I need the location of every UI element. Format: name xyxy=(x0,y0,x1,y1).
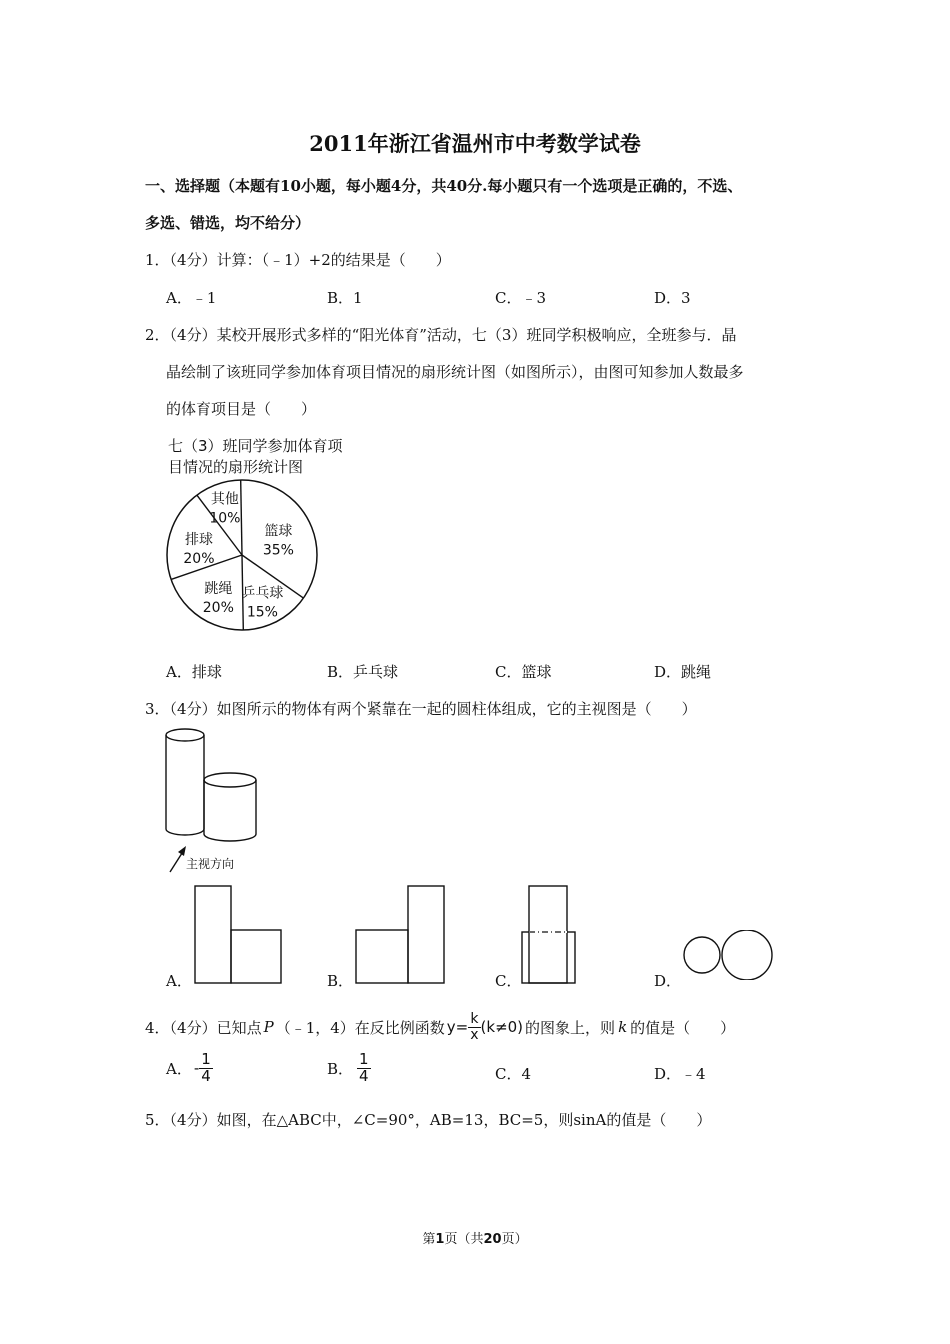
footer-post: 页） xyxy=(501,1232,528,1247)
pie-percent-1: 35% xyxy=(262,542,294,559)
pie-percent-2: 15% xyxy=(246,604,278,621)
q4-stem-end: 的值是（ ） xyxy=(630,1018,736,1037)
question-3-stem: 3．（4分）如图所示的物体有两个紧靠在一起的圆柱体组成，它的主视图是（ ） xyxy=(145,700,697,718)
q4-option-b-numerator: 1 xyxy=(359,1050,369,1068)
q3-option-c: C． xyxy=(495,972,522,990)
footer-pre: 第 xyxy=(422,1232,436,1247)
question-5-stem: 5．（4分）如图，在△ABC中，∠C=90°，AB=13，BC=5，则sinA的值是（ ） xyxy=(145,1111,712,1129)
page-footer xyxy=(0,1228,950,1247)
pie-percent-3: 20% xyxy=(202,599,234,616)
q4-option-a-numerator: 1 xyxy=(201,1050,211,1068)
pie-label-2: 乒乓球 xyxy=(241,585,284,602)
q1-option-b: B．1 xyxy=(327,289,363,307)
tall-cylinder-bottom xyxy=(166,829,204,835)
footer-total-pages: 20 xyxy=(483,1232,502,1247)
q2-option-a: A．排球 xyxy=(166,663,222,681)
tall-cylinder-top xyxy=(166,729,204,741)
q4-option-d: D．﹣4 xyxy=(654,1065,706,1083)
q4-func-lhs: y= xyxy=(446,1018,469,1037)
q4-option-b xyxy=(327,1052,371,1085)
q4-k: k xyxy=(618,1018,628,1037)
q3-option-d: D． xyxy=(654,972,682,990)
q3-option-d-figure xyxy=(682,930,776,980)
page-title: 2011年浙江省温州市中考数学试卷 xyxy=(309,131,641,156)
q3-option-b-figure xyxy=(352,884,447,986)
pie-label-1: 篮球 xyxy=(264,523,293,540)
chart-title-line1: 七（3）班同学参加体育项 xyxy=(168,437,343,455)
view-direction-arrowhead xyxy=(178,846,186,856)
question-2-line3: 的体育项目是（ ） xyxy=(166,400,317,418)
view-direction-label: 主视方向 xyxy=(186,857,235,871)
q4-stem-pre: 4．（4分）已知点 xyxy=(145,1018,262,1037)
q2-option-d: D．跳绳 xyxy=(654,663,712,681)
question-2-line2: 晶绘制了该班同学参加体育项目情况的扇形统计图（如图所示），由图可知参加人数最多 xyxy=(166,363,744,381)
q4-option-a-label: A． xyxy=(166,1059,192,1078)
q4-option-c: C．4 xyxy=(495,1065,532,1083)
pie-percent-4: 20% xyxy=(183,550,215,567)
q4-func-denominator: x xyxy=(470,1026,479,1043)
pie-chart xyxy=(160,476,330,636)
section-heading-line2: 多选、错选，均不给分） xyxy=(145,214,311,232)
question-1-stem: 1．（4分）计算：（﹣1）+2的结果是（ ） xyxy=(145,251,451,269)
q3-option-b: B． xyxy=(327,972,354,990)
q4-func-condition: (k≠0) xyxy=(480,1018,524,1037)
q4-coords: （﹣1，4）在反比例函数 xyxy=(275,1018,445,1037)
footer-mid: 页（共 xyxy=(444,1232,484,1247)
chart-title-line2: 目情况的扇形统计图 xyxy=(168,458,304,476)
q4-point-p: P xyxy=(263,1018,274,1037)
q4-option-b-label: B． xyxy=(327,1059,354,1078)
q2-option-c: C．篮球 xyxy=(495,663,552,681)
question-4-stem xyxy=(145,1012,735,1042)
q1-option-d: D．3 xyxy=(654,289,691,307)
q4-func-numerator: k xyxy=(468,1012,480,1028)
pie-label-5: 其他 xyxy=(210,491,239,508)
q3-option-a: A． xyxy=(166,972,192,990)
q3-option-c-figure xyxy=(518,884,580,986)
pie-slice-boundary-1 xyxy=(241,480,242,555)
short-cylinder-bottom xyxy=(204,834,256,841)
pie-label-3: 跳绳 xyxy=(204,580,233,597)
q4-option-a xyxy=(166,1052,213,1085)
question-2-line1: 2．（4分）某校开展形式多样的“阳光体育”活动，七（3）班同学积极响应，全班参与．晶 xyxy=(145,326,737,344)
footer-page-number: 1 xyxy=(435,1232,445,1247)
q1-option-a: A．﹣1 xyxy=(166,289,217,307)
q4-stem-post: 的图象上，则 xyxy=(525,1018,616,1037)
pie-percent-5: 10% xyxy=(209,510,241,527)
short-cylinder-top xyxy=(204,773,256,787)
q4-option-a-sign: - xyxy=(193,1059,200,1078)
q4-option-b-denominator: 4 xyxy=(359,1066,369,1085)
pie-label-4: 排球 xyxy=(184,531,213,548)
q1-option-c: C．﹣3 xyxy=(495,289,547,307)
cylinders-figure xyxy=(158,722,268,877)
q2-option-b: B．乒乓球 xyxy=(327,663,399,681)
q4-option-a-denominator: 4 xyxy=(201,1066,211,1085)
q3-option-a-figure xyxy=(192,884,287,986)
section-heading-line1: 一、选择题（本题有10小题，每小题4分，共40分.每小题只有一个选项是正确的，不选、 xyxy=(145,177,743,195)
